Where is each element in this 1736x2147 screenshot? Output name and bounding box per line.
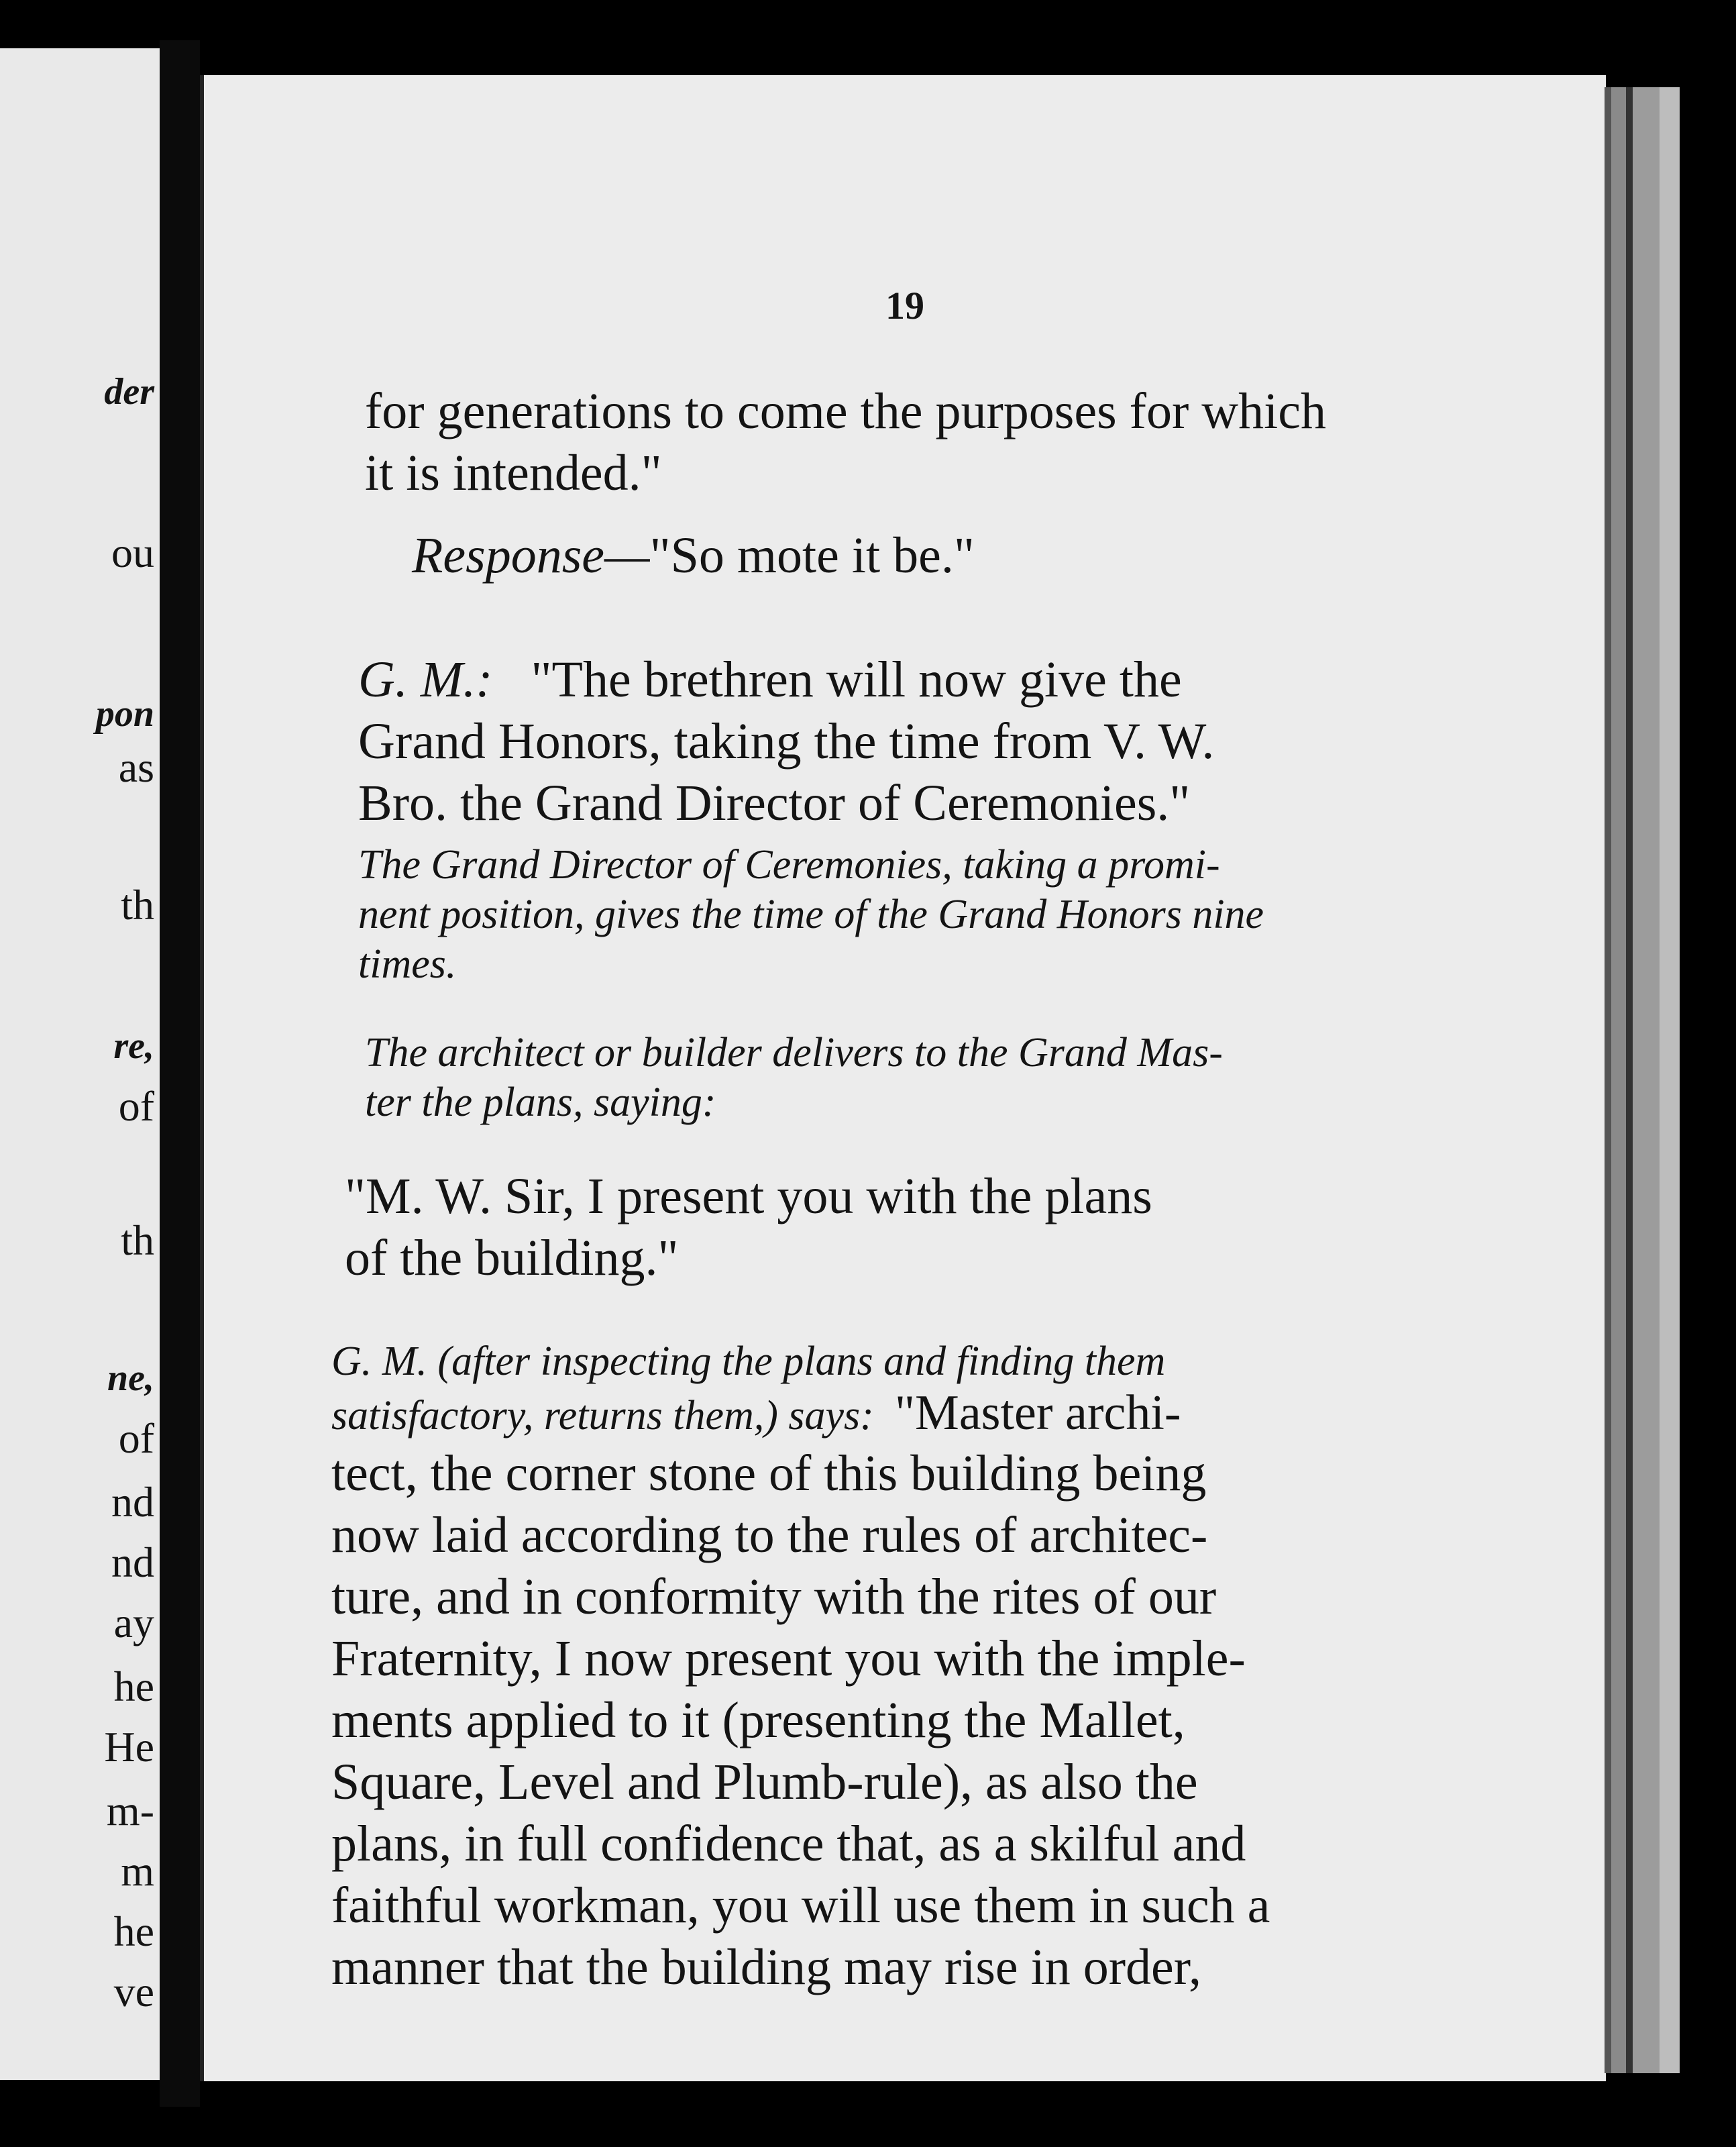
text-line: "M. W. Sir, I present you with the plans — [345, 1168, 1152, 1224]
margin-fragment: ou — [111, 529, 154, 576]
text-line: of the building." — [345, 1230, 679, 1286]
page-number: 19 — [885, 284, 924, 327]
margin-fragment: He — [104, 1723, 154, 1771]
margin-fragment: pon — [95, 693, 154, 735]
text-line: times. — [358, 941, 457, 987]
text-line: ture, and in conformity with the rites of our — [331, 1569, 1217, 1625]
book-gutter — [160, 40, 200, 2107]
text-line: now laid according to the rules of architec- — [331, 1507, 1208, 1563]
margin-fragment: of — [118, 1414, 154, 1462]
page-edge — [1633, 87, 1660, 2073]
margin-fragment: th — [121, 1216, 154, 1264]
margin-fragment: ne, — [107, 1357, 154, 1399]
text-line: Fraternity, I now present you with the imple- — [331, 1630, 1246, 1687]
response-label: Response— — [412, 527, 650, 584]
stage-direction — [365, 1028, 1445, 1127]
margin-fragment: he — [113, 1907, 154, 1955]
text-line: tect, the corner stone of this building being — [331, 1445, 1207, 1502]
speaker-label: G. M. — [331, 1339, 427, 1384]
text-line: manner that the building may rise in order, — [331, 1939, 1202, 1995]
text-line: for generations to come the purposes for which — [365, 383, 1327, 439]
text-line: faithful workman, you will use them in such a — [331, 1877, 1270, 1934]
grand-master-paragraph — [358, 649, 1445, 834]
book-page — [200, 75, 1606, 2081]
margin-fragment: th — [121, 881, 154, 929]
margin-fragment: ay — [113, 1599, 154, 1646]
text-line: "The brethren will now give the — [531, 651, 1182, 708]
stage-direction — [358, 840, 1445, 989]
text-line: Square, Level and Plumb-rule), as also the — [331, 1754, 1198, 1810]
facing-page-edge — [0, 48, 160, 2080]
response-paragraph — [412, 525, 1445, 586]
speaker-label: G. M.: — [358, 651, 493, 708]
page-edge — [1605, 87, 1611, 2073]
text-line: satisfactory, returns them,) says: — [331, 1393, 874, 1438]
text-line: (after inspecting the plans and finding them — [437, 1339, 1166, 1384]
text-line: Bro. the Grand Director of Ceremonies." — [358, 775, 1191, 831]
margin-fragment: der — [104, 371, 154, 413]
margin-fragment: ve — [113, 1968, 154, 2015]
text-line: it is intended." — [365, 445, 662, 501]
text-line: "Master archi- — [894, 1385, 1181, 1441]
margin-fragment: nd — [111, 1538, 154, 1586]
text-line: Grand Honors, taking the time from V. W. — [358, 713, 1215, 770]
text-line: ter the plans, saying: — [365, 1080, 716, 1125]
margin-fragment: nd — [111, 1478, 154, 1526]
margin-fragment: m- — [106, 1787, 154, 1834]
text-line: nent position, gives the time of the Grand Honors nine — [358, 892, 1264, 937]
page-edge — [1626, 87, 1633, 2073]
margin-fragment: as — [118, 743, 154, 791]
paragraph-continuation — [365, 380, 1445, 504]
margin-fragment: he — [113, 1663, 154, 1710]
text-line: plans, in full confidence that, as a skilful and — [331, 1816, 1246, 1872]
response-text: "So mote it be." — [649, 527, 975, 584]
architect-speech — [345, 1165, 1445, 1289]
text-line: ments applied to it (presenting the Mallet, — [331, 1692, 1185, 1748]
page-edge — [1611, 87, 1626, 2073]
grand-master-speech — [331, 1337, 1445, 1998]
page-edge — [1660, 87, 1680, 2073]
margin-fragment: re, — [113, 1025, 154, 1067]
margin-fragment: of — [118, 1082, 154, 1130]
text-line: The architect or builder delivers to the Grand Mas- — [365, 1030, 1223, 1076]
text-line: The Grand Director of Ceremonies, taking a promi- — [358, 842, 1220, 888]
margin-fragment: m — [121, 1847, 154, 1895]
